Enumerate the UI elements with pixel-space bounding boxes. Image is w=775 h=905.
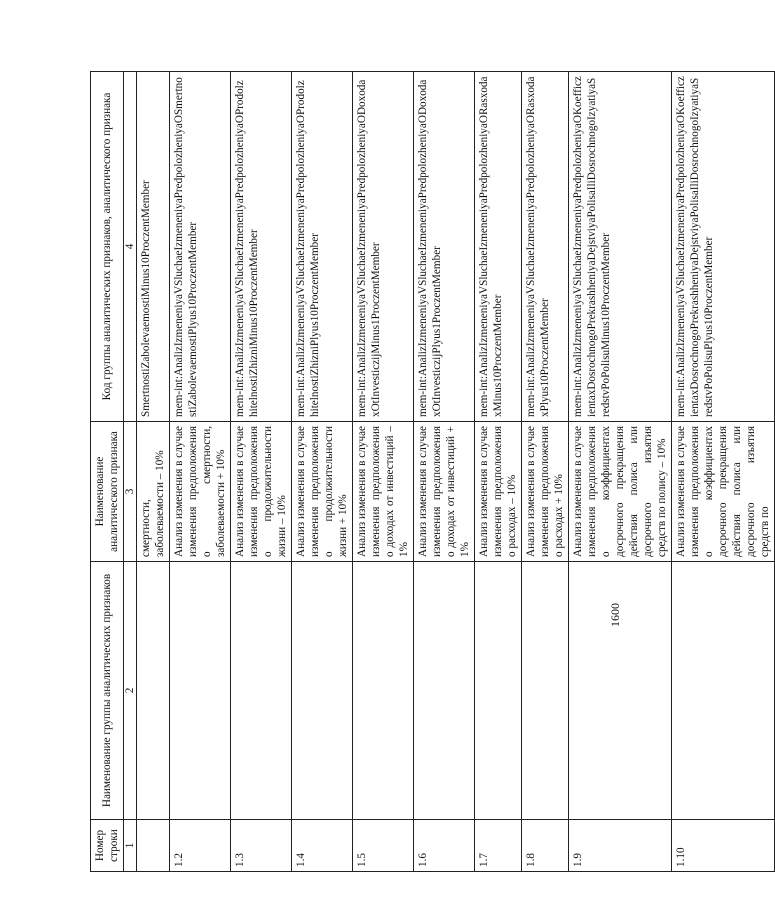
row-feature-name: Анализ изменения в случае изменения предположения о доходах от инвестиций + 1% — [414, 422, 475, 562]
column-number-row — [124, 72, 137, 872]
row-code: mem-int:AnalizIzmeneniyaVSluchaeIzmeneniyaPredpolozheniyaOProdolzhitelnostiZhizniMinus10ProczentMember — [231, 72, 292, 422]
row-number: 1.5 — [353, 820, 414, 872]
row-code: mem-int:AnalizIzmeneniyaVSluchaeIzmeneniyaPredpolozheniyaODoxodaxOtInvesticzijPlyus1ProczentMember — [414, 72, 475, 422]
row-group-name — [475, 562, 522, 820]
row-number: 1.6 — [414, 820, 475, 872]
table-row — [672, 72, 775, 872]
column-number: 2 — [124, 562, 137, 820]
row-group-name — [522, 562, 569, 820]
table-row — [292, 72, 353, 872]
row-group-name — [137, 562, 170, 820]
row-code: mem-int:AnalizIzmeneniyaVSluchaeIzmeneniyaPredpolozheniyaODoxodaxOtInvesticzijMinus1ProczentMember — [353, 72, 414, 422]
page-number: 1600 — [608, 603, 622, 627]
row-group-name — [231, 562, 292, 820]
table-body — [137, 72, 775, 872]
table-row — [170, 72, 231, 872]
row-code: SmertnostiZabolevaemostiMinus10ProczentMember — [137, 72, 170, 422]
row-number — [137, 820, 170, 872]
header-feature-name: Наименование аналитического признака — [91, 422, 124, 562]
row-feature-name: Анализ изменения в случае изменения предположения о коэффициентах досрочного прекращения действия полиса или досрочного изъятия средств по — [672, 422, 775, 562]
row-feature-name: Анализ изменения в случае изменения предположения о расходах + 10% — [522, 422, 569, 562]
table-row — [231, 72, 292, 872]
table-row — [137, 72, 170, 872]
row-code: mem-int:AnalizIzmeneniyaVSluchaeIzmeneniyaPredpolozheniyaOKoefficzientaxDosrochnogoPrekrashheniyaDejstviyaPolisaIliDosrochnogoIzyatiyaSredstvPoPolisuPlyus10ProczentMember — [672, 72, 775, 422]
row-number: 1.2 — [170, 820, 231, 872]
table-row — [569, 72, 672, 872]
table-row — [414, 72, 475, 872]
column-number: 3 — [124, 422, 137, 562]
header-row-number: Номер строки — [91, 820, 124, 872]
row-number: 1.8 — [522, 820, 569, 872]
row-number: 1.9 — [569, 820, 672, 872]
row-code: mem-int:AnalizIzmeneniyaVSluchaeIzmeneniyaPredpolozheniyaOProdolzhitelnostiZhizniPlyus10ProczentMember — [292, 72, 353, 422]
header-group-name: Наименование группы аналитических признаков — [91, 562, 124, 820]
row-feature-name: смертности, заболеваемости – 10% — [137, 422, 170, 562]
row-feature-name: Анализ изменения в случае изменения предположения о расходах – 10% — [475, 422, 522, 562]
row-code: mem-int:AnalizIzmeneniyaVSluchaeIzmeneniyaPredpolozheniyaOSmertnostiZabolevaemostiPlyus10ProczentMember — [170, 72, 231, 422]
row-code: mem-int:AnalizIzmeneniyaVSluchaeIzmeneniyaPredpolozheniyaORasxodaxPlyus10ProczentMember — [522, 72, 569, 422]
table-row — [522, 72, 569, 872]
column-number: 1 — [124, 820, 137, 872]
table-row — [353, 72, 414, 872]
row-group-name — [292, 562, 353, 820]
row-group-name — [414, 562, 475, 820]
row-feature-name: Анализ изменения в случае изменения предположения о коэффициентах досрочного прекращения действия полиса или досрочного изъятия средств по полису – 10% — [569, 422, 672, 562]
header-row — [91, 72, 124, 872]
row-group-name — [672, 562, 775, 820]
row-number: 1.7 — [475, 820, 522, 872]
row-feature-name: Анализ изменения в случае изменения предположения о продолжительности жизни – 10% — [231, 422, 292, 562]
row-code: mem-int:AnalizIzmeneniyaVSluchaeIzmeneniyaPredpolozheniyaOKoefficzientaxDosrochnogoPrekrashheniyaDejstviyaPolisaIliDosrochnogoIzyatiyaSredstvPoPolisuMinus10ProczentMember — [569, 72, 672, 422]
row-feature-name: Анализ изменения в случае изменения предположения о продолжительности жизни + 10% — [292, 422, 353, 562]
row-group-name — [170, 562, 231, 820]
row-number: 1.3 — [231, 820, 292, 872]
header-code: Код группы аналитических признаков, аналитического признака — [91, 72, 124, 422]
analytics-table — [90, 71, 775, 872]
row-number: 1.4 — [292, 820, 353, 872]
row-feature-name: Анализ изменения в случае изменения предположения о доходах от инвестиций – 1% — [353, 422, 414, 562]
row-group-name — [569, 562, 672, 820]
column-number: 4 — [124, 72, 137, 422]
row-feature-name: Анализ изменения в случае изменения предположения о смертности, заболеваемости + 10% — [170, 422, 231, 562]
table-row — [475, 72, 522, 872]
row-number: 1.10 — [672, 820, 775, 872]
row-code: mem-int:AnalizIzmeneniyaVSluchaeIzmeneniyaPredpolozheniyaORasxodaxMinus10ProczentMember — [475, 72, 522, 422]
row-group-name — [353, 562, 414, 820]
